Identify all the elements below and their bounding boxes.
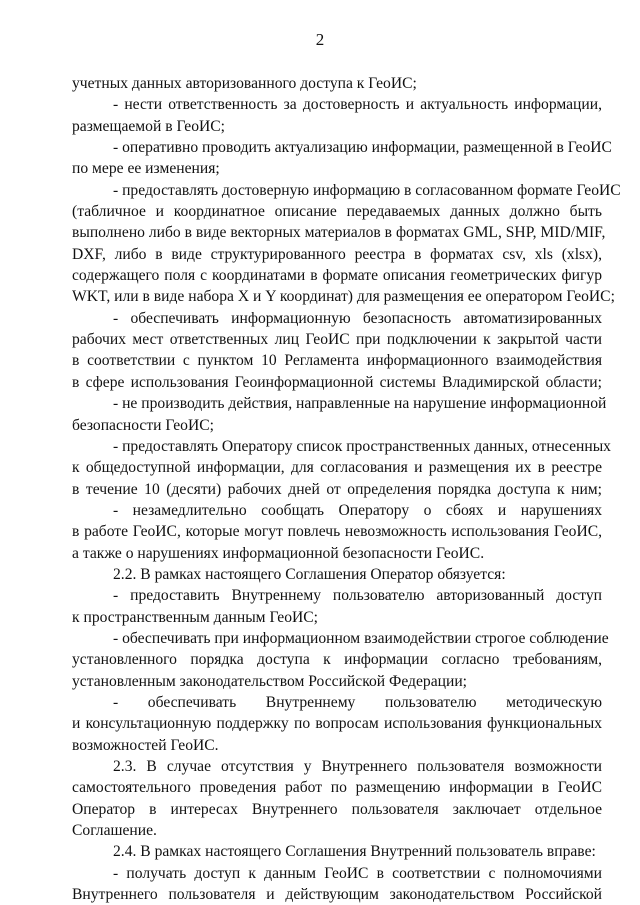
text-line: - нести ответственность за достоверность и актуальность информации,: [113, 96, 602, 114]
text-line: к общедоступной информации, для согласования и размещения их в реестре: [72, 459, 602, 477]
text-line: рабочих мест ответственных лиц ГеоИС при подключении к закрытой части: [72, 331, 602, 349]
text-line: а также о нарушениях информационной безопасности ГеоИС.: [72, 544, 485, 562]
text-line: Внутреннего пользователя и действующим законодательством Российской: [72, 886, 602, 904]
text-line: - обеспечивать при информационном взаимодействии строгое соблюдение: [113, 629, 609, 647]
text-line: размещаемой в ГеоИС;: [72, 117, 226, 135]
text-line: безопасности ГеоИС;: [72, 416, 214, 434]
text-line: - предоставлять Оператору список пространственных данных, отнесенных: [113, 437, 611, 455]
text-line: в соответствии с пунктом 10 Регламента информационного взаимодействия: [72, 352, 602, 370]
text-line: - предоставить Внутреннему пользователю авторизованный доступ: [113, 587, 602, 605]
text-line: и консультационную поддержку по вопросам использования функциональных: [72, 715, 602, 733]
text-line: самостоятельного проведения работ по размещению информации в ГеоИС: [72, 779, 602, 797]
text-line: - обеспечивать информационную безопасность автоматизированных: [113, 309, 602, 327]
text-line: Оператор в интересах Внутреннего пользователя заключает отдельное: [72, 800, 602, 818]
page-number: 2: [315, 30, 325, 49]
text-line: 2.2. В рамках настоящего Соглашения Оператор обязуется:: [113, 565, 506, 583]
text-line: выполнено либо в виде векторных материалов в форматах GML, SHP, MID/MIF,: [72, 224, 606, 242]
text-line: возможностей ГеоИС.: [72, 736, 219, 754]
text-line: DXF, либо в виде структурированного реестра в форматах csv, xls (xlsx),: [72, 245, 602, 263]
text-line: 2.4. В рамках настоящего Соглашения Внутренний пользователь вправе:: [113, 843, 596, 861]
text-line: установленного порядка доступа к информации согласно требованиям,: [72, 651, 602, 669]
text-line: в течение 10 (десяти) рабочих дней от определения порядка доступа к ним;: [72, 480, 602, 498]
text-line: (табличное и координатное описание передаваемых данных должно быть: [72, 203, 602, 221]
document-body: [72, 73, 621, 905]
text-line: - незамедлительно сообщать Оператору о сбоях и нарушениях: [113, 501, 602, 519]
text-line: - получать доступ к данным ГеоИС в соответствии с полномочиями: [113, 864, 602, 882]
text-line: - обеспечивать Внутреннему пользователю методическую: [113, 693, 602, 711]
text-line: - предоставлять достоверную информацию в согласованном формате ГеоИС: [113, 181, 621, 199]
text-line: - оперативно проводить актуализацию информации, размещенной в ГеоИС: [113, 139, 612, 157]
text-line: - не производить действия, направленные на нарушение информационной: [113, 395, 607, 413]
text-line: по мере ее изменения;: [72, 160, 220, 178]
text-line: Соглашение.: [72, 822, 157, 840]
text-line: содержащего поля с координатами в формате описания геометрических фигур: [72, 267, 602, 285]
text-line: учетных данных авторизованного доступа к ГеоИС;: [72, 75, 417, 92]
text-line: WKT, или в виде набора X и Y координат) для размещения ее оператором ГеоИС;: [72, 288, 615, 306]
text-line: 2.3. В случае отсутствия у Внутреннего пользователя возможности: [113, 758, 602, 775]
text-line: в работе ГеоИС, которые могут повлечь невозможность использования ГеоИС,: [72, 523, 602, 541]
text-line: в сфере использования Геоинформационной системы Владимирской области;: [72, 373, 602, 391]
text-line: установленным законодательством Российской Федерации;: [72, 672, 467, 690]
text-line: к пространственным данным ГеоИС;: [72, 608, 318, 626]
